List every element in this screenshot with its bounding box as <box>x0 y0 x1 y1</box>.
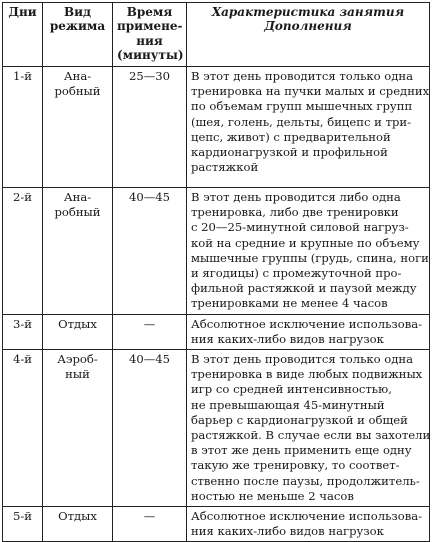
header-row <box>3 3 430 67</box>
table-row <box>3 314 430 349</box>
description-cell: В этот день проводится только одна тренировка в виде любых подвижных игр со средней интенсивностью, не превышающая 45-минутный барьер с кардионагрузкой и общей растяжкой. В случае если вы захотели в этот же день применить еще одну такую же тренировку, то соответ- ственно после паузы, продолжитель- ностью не меньше 2 часов <box>187 350 430 507</box>
time-cell: 40—45 <box>113 350 187 507</box>
day-cell: 3-й <box>3 314 43 349</box>
day-cell: 1-й <box>3 67 43 188</box>
mode-cell: Отдых <box>43 314 113 349</box>
description-cell: В этот день проводится только одна тренировка на пучки малых и средних по объемам групп мышечных групп (шея, голень, дельты, бицепс и три- цепс, живот) с предварительной кардионагрузкой и профильной растяжкой <box>187 67 430 188</box>
description-cell: Абсолютное исключение использова- ния каких-либо видов нагрузок <box>187 314 430 349</box>
training-schedule-table <box>2 2 430 542</box>
description-cell: Абсолютное исключение использова- ния каких-либо видов нагрузок <box>187 507 430 542</box>
time-cell: 25—30 <box>113 67 187 188</box>
mode-cell: Аэроб- ный <box>43 350 113 507</box>
time-cell: — <box>113 314 187 349</box>
table-row <box>3 188 430 315</box>
description-cell: В этот день проводится либо одна тренировка, либо две тренировки с 20—25-минутной силовой нагруз- кой на средние и крупные по объему мышечные группы (грудь, спина, ноги и ягодицы) с промежуточной про- фильной растяжкой и паузой между тренировками не менее 4 часов <box>187 188 430 315</box>
mode-cell: Ана- робный <box>43 67 113 188</box>
time-cell: 40—45 <box>113 188 187 315</box>
header-time: Время примене- ния (минуты) <box>113 3 187 67</box>
header-description: Характеристика занятия Дополнения <box>187 3 430 67</box>
day-cell: 2-й <box>3 188 43 315</box>
mode-cell: Ана- робный <box>43 188 113 315</box>
header-days: Дни <box>3 3 43 67</box>
time-cell: — <box>113 507 187 542</box>
day-cell: 5-й <box>3 507 43 542</box>
table-row <box>3 507 430 542</box>
table-row <box>3 67 430 188</box>
mode-cell: Отдых <box>43 507 113 542</box>
header-mode: Вид режима <box>43 3 113 67</box>
table-row <box>3 350 430 507</box>
day-cell: 4-й <box>3 350 43 507</box>
